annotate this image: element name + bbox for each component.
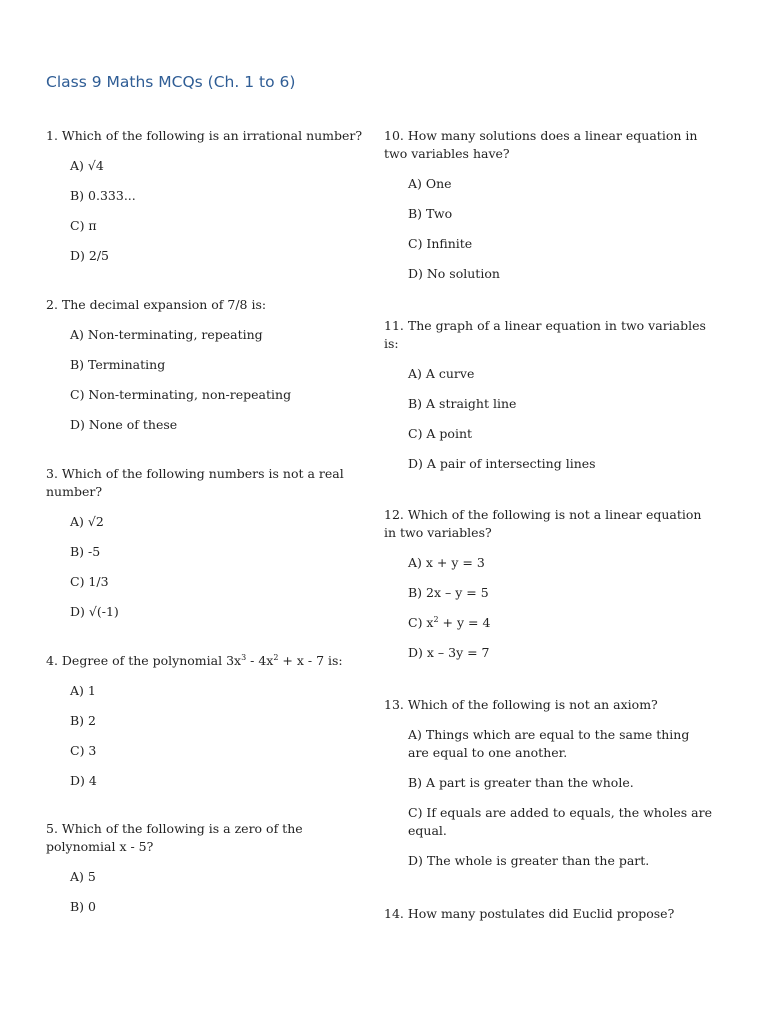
option-a: A) Things which are equal to the same thing are equal to one another. xyxy=(408,727,690,760)
option-c: C) If equals are added to equals, the wholes are equal. xyxy=(408,805,712,838)
question-block-5 xyxy=(46,820,376,916)
option-b: B) A part is greater than the whole. xyxy=(408,775,634,790)
option-a: A) x + y = 3 xyxy=(408,555,485,570)
option-a: A) √2 xyxy=(70,514,104,529)
options-list xyxy=(408,175,714,283)
question-block-14 xyxy=(384,905,714,923)
option-c: C) A point xyxy=(408,426,473,441)
question-text: 2. The decimal expansion of 7/8 is: xyxy=(46,297,267,312)
options-list xyxy=(70,868,376,916)
option-d: D) 2/5 xyxy=(70,248,109,263)
option-a: A) 5 xyxy=(70,869,96,884)
question-text: 1. Which of the following is an irrational number? xyxy=(46,128,363,143)
question-text xyxy=(46,652,376,670)
question-block-11 xyxy=(384,317,714,473)
options-list xyxy=(70,157,376,265)
option-d: D) No solution xyxy=(408,266,500,281)
option-b: B) 0 xyxy=(70,899,96,914)
option-b: B) -5 xyxy=(70,544,101,559)
right-column xyxy=(384,127,714,923)
option-c xyxy=(408,614,714,632)
question-block-4 xyxy=(46,652,376,790)
question-text: 5. Which of the following is a zero of the polynomial x - 5? xyxy=(46,821,303,854)
option-d: D) 4 xyxy=(70,773,97,788)
option-d: D) The whole is greater than the part. xyxy=(408,853,650,868)
option-a: A) One xyxy=(408,176,452,191)
question-text: 3. Which of the following numbers is not a real number? xyxy=(46,466,344,499)
options-list xyxy=(70,513,376,621)
option-d: D) x – 3y = 7 xyxy=(408,645,490,660)
exponent: 3 xyxy=(241,653,247,662)
option-d: D) A pair of intersecting lines xyxy=(408,456,596,471)
option-d: D) None of these xyxy=(70,417,178,432)
option-d: D) √(-1) xyxy=(70,604,119,619)
option-b: B) 2x – y = 5 xyxy=(408,585,489,600)
question-block-12 xyxy=(384,506,714,662)
question-text-part: - 4x xyxy=(246,653,274,668)
option-c: C) 3 xyxy=(70,743,97,758)
question-block-13 xyxy=(384,696,714,870)
options-list xyxy=(408,554,714,662)
option-text-part: C) x xyxy=(408,615,434,630)
option-b: B) Terminating xyxy=(70,357,166,372)
exponent: 2 xyxy=(273,653,279,662)
question-block-3 xyxy=(46,465,376,621)
question-text-part: + x - 7 is: xyxy=(278,653,343,668)
option-text-part: + y = 4 xyxy=(438,615,491,630)
option-a: A) Non-terminating, repeating xyxy=(70,327,263,342)
question-block-2 xyxy=(46,296,376,434)
option-b: B) 2 xyxy=(70,713,96,728)
exponent: 2 xyxy=(433,615,439,624)
question-text: 11. The graph of a linear equation in two variables is: xyxy=(384,318,706,351)
option-b: B) 0.333... xyxy=(70,188,136,203)
question-text: 14. How many postulates did Euclid propose? xyxy=(384,906,675,921)
option-c: C) π xyxy=(70,218,97,233)
question-block-10 xyxy=(384,127,714,283)
question-text: 12. Which of the following is not a linear equation in two variables? xyxy=(384,507,702,540)
option-b: B) A straight line xyxy=(408,396,517,411)
options-list xyxy=(408,726,714,870)
option-a: A) 1 xyxy=(70,683,96,698)
options-list xyxy=(70,326,376,434)
option-b: B) Two xyxy=(408,206,453,221)
option-c: C) 1/3 xyxy=(70,574,109,589)
left-column xyxy=(46,127,376,928)
options-list xyxy=(70,682,376,790)
question-text-part: 4. Degree of the polynomial 3x xyxy=(46,653,242,668)
question-text: 10. How many solutions does a linear equation in two variables have? xyxy=(384,128,698,161)
page-title: Class 9 Maths MCQs (Ch. 1 to 6) xyxy=(46,73,296,91)
option-a: A) A curve xyxy=(408,366,475,381)
options-list xyxy=(408,365,714,473)
question-text: 13. Which of the following is not an axiom? xyxy=(384,697,658,712)
option-a: A) √4 xyxy=(70,158,104,173)
option-c: C) Non-terminating, non-repeating xyxy=(70,387,292,402)
question-block-1 xyxy=(46,127,376,265)
option-c: C) Infinite xyxy=(408,236,473,251)
